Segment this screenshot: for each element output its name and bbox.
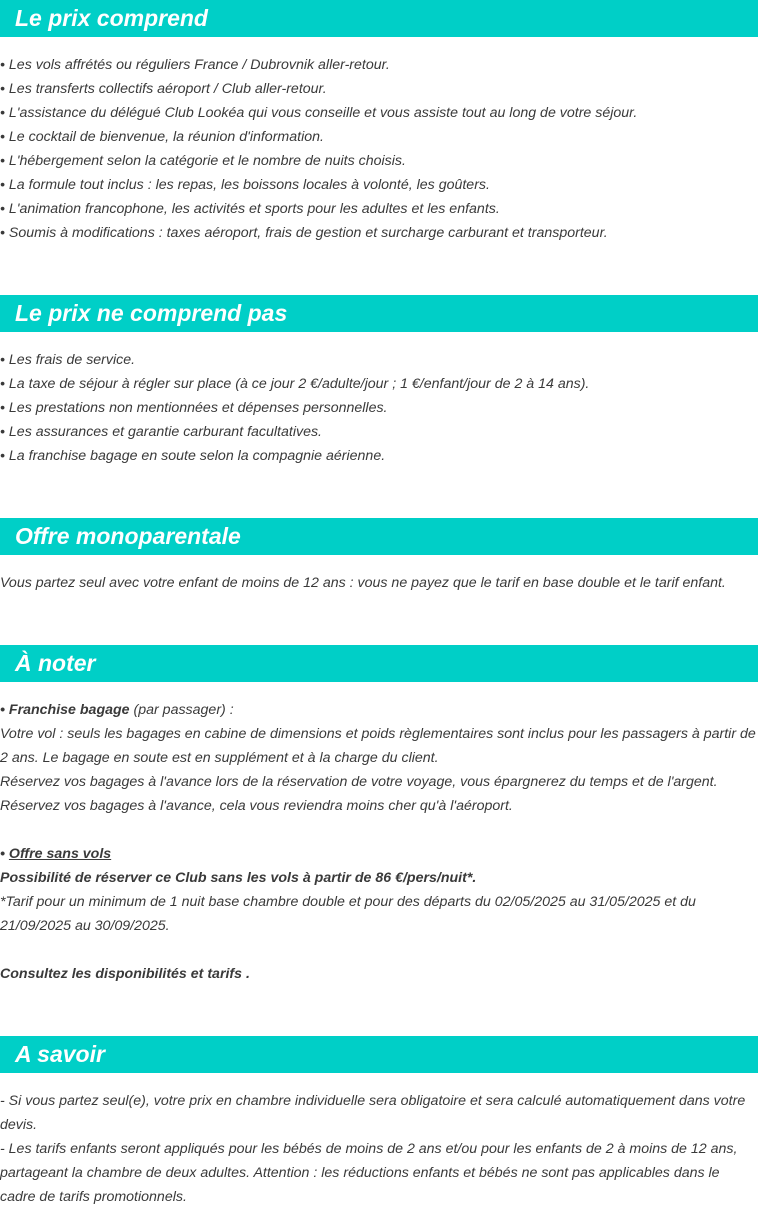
paragraph: Votre vol : seuls les bagages en cabine de dimensions et poids règlementaires sont inclus pour les passagers à partir de 2 ans. Le bagage en soute est en supplément et à la charge du client. xyxy=(0,726,756,766)
list-item: • L'animation francophone, les activités et sports pour les adultes et les enfants. xyxy=(0,201,500,217)
availability-link[interactable]: Consultez les disponibilités et tarifs . xyxy=(0,966,250,982)
section-excludes xyxy=(0,295,758,468)
section-includes xyxy=(0,0,758,245)
list-item: • L'assistance du délégué Club Lookéa qui vous conseille et vous assiste tout au long de votre séjour. xyxy=(0,105,638,121)
paragraph: - Si vous partez seul(e), votre prix en chambre individuelle sera obligatoire et sera calculé automatiquement dans votre devis. xyxy=(0,1093,746,1133)
list-item: • Les vols affrétés ou réguliers France / Dubrovnik aller-retour. xyxy=(0,57,390,73)
paragraph: Vous partez seul avec votre enfant de moins de 12 ans : vous ne payez que le tarif en base double et le tarif enfant. xyxy=(0,575,726,591)
offer-text: Possibilité de réserver ce Club sans les vols à partir de 86 €/pers/nuit*. xyxy=(0,870,477,886)
section-header xyxy=(0,1036,758,1073)
excludes-list xyxy=(0,332,758,468)
paragraph: Réservez vos bagages à l'avance, cela vous reviendra moins cher qu'à l'aéroport. xyxy=(0,798,513,814)
list-item: • Les transferts collectifs aéroport / Club aller-retour. xyxy=(0,81,327,97)
list-item: • La formule tout inclus : les repas, les boissons locales à volonté, les goûters. xyxy=(0,177,490,193)
list-item: • Le cocktail de bienvenue, la réunion d'information. xyxy=(0,129,324,145)
section-title: A savoir xyxy=(15,1041,105,1067)
list-item: • Les prestations non mentionnées et dépenses personnelles. xyxy=(0,400,388,416)
section-header xyxy=(0,0,758,37)
notes-body xyxy=(0,682,758,986)
good-to-know-body xyxy=(0,1073,758,1209)
section-title: Offre monoparentale xyxy=(15,523,241,549)
baggage-suffix: (par passager) : xyxy=(129,702,234,718)
list-item: • Les assurances et garantie carburant facultatives. xyxy=(0,424,322,440)
list-item: • L'hébergement selon la catégorie et le nombre de nuits choisis. xyxy=(0,153,406,169)
section-single-parent xyxy=(0,518,758,595)
list-item: • Soumis à modifications : taxes aéroport, frais de gestion et surcharge carburant et transporteur. xyxy=(0,225,608,241)
section-notes xyxy=(0,645,758,986)
bullet: • xyxy=(0,702,5,718)
section-good-to-know xyxy=(0,1036,758,1209)
list-item: • Les frais de service. xyxy=(0,352,136,368)
list-item: • La taxe de séjour à régler sur place (à ce jour 2 €/adulte/jour ; 1 €/enfant/jour de 2 à 14 ans). xyxy=(0,376,590,392)
offer-footnote: *Tarif pour un minimum de 1 nuit base chambre double et pour des départs du 02/05/2025 au 31/05/2025 et du 21/09/2025 au 30/09/2025. xyxy=(0,894,696,934)
bullet: • xyxy=(0,846,5,862)
section-header xyxy=(0,295,758,332)
baggage-label: Franchise bagage xyxy=(8,702,130,718)
section-header xyxy=(0,645,758,682)
section-title: À noter xyxy=(15,650,96,676)
single-parent-text xyxy=(0,555,758,595)
offer-link[interactable]: Offre sans vols xyxy=(8,846,112,862)
section-header xyxy=(0,518,758,555)
section-title: Le prix ne comprend pas xyxy=(15,300,288,326)
includes-list xyxy=(0,37,758,245)
section-title: Le prix comprend xyxy=(15,5,208,31)
paragraph: - Les tarifs enfants seront appliqués pour les bébés de moins de 2 ans et/ou pour les enfants de 2 à moins de 12 ans, partageant la chambre de deux adultes. Attention : les réductions enfants et bébés ne sont pas applicables dans le cadre de tarifs promotionnels. xyxy=(0,1141,738,1205)
list-item: • La franchise bagage en soute selon la compagnie aérienne. xyxy=(0,448,386,464)
baggage-heading xyxy=(0,698,758,722)
offer-heading xyxy=(0,842,758,866)
paragraph: Réservez vos bagages à l'avance lors de la réservation de votre voyage, vous épargnerez du temps et de l'argent. xyxy=(0,774,718,790)
